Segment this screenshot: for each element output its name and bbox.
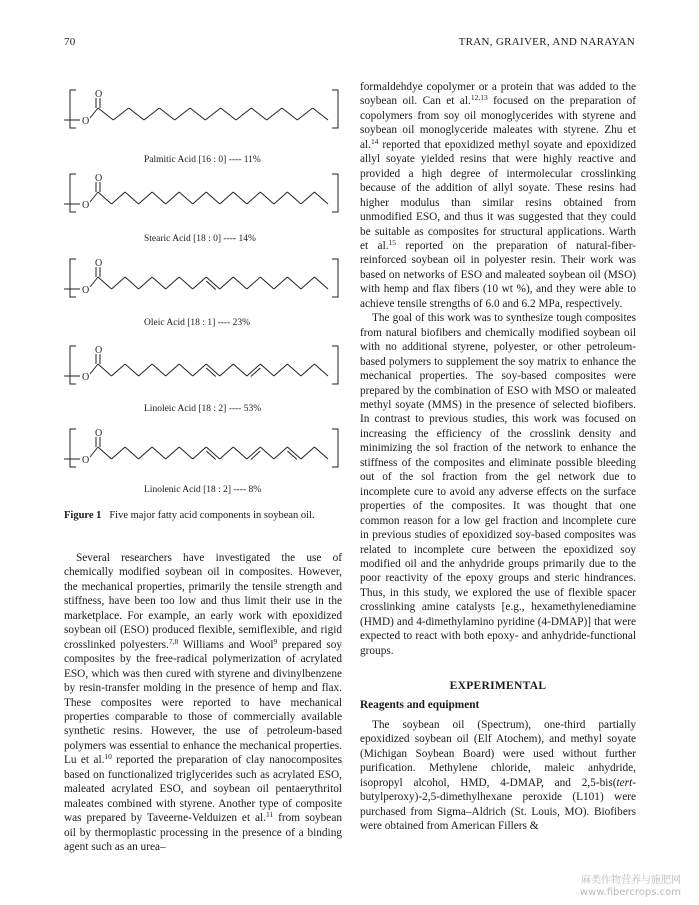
carbon-bond xyxy=(152,192,166,204)
linoleic-label: Linoleic Acid [18 : 2] ---- 53% xyxy=(144,404,262,414)
carbon-bond xyxy=(313,108,328,120)
carbon-bond xyxy=(260,192,274,204)
carbon-bond xyxy=(287,277,301,289)
carbon-bond xyxy=(274,192,288,204)
carbon-bond xyxy=(98,108,113,120)
carbon-bond xyxy=(159,108,174,120)
carbon-bond xyxy=(220,447,234,459)
watermark: 麻类作物营养与施肥网 www.fibercrops.com xyxy=(579,875,681,898)
carbon-bond xyxy=(98,364,112,376)
carbon-bond xyxy=(125,364,139,376)
citation: 15 xyxy=(388,237,397,247)
linolenic-label: Linolenic Acid [18 : 2] ---- 8% xyxy=(144,485,262,495)
linolenic-structure xyxy=(64,423,344,483)
goal-paragraph: The goal of this work was to synthesize tough composites from natural biofibers and chemically modified soybean oil with no additional styrene, polyester, or other petroleum-based polymers to supplement the soy matrix to enhance the mechanical properties. The soy-based composites were prepared by the combination of ESO with MSO or maleated methyl soyate (MMS) in the presence of selected biofibers. In contrast to previous studies, this work was focused on increasing the efficiency of the crosslink density and minimizing the sol fraction of the network to enhance the stiffness of the composites and eliminate possible bleeding out of the sol fraction from the gel network due to incomplete cure to avoid any adverse effects on the surface properties of the composites. It was thought that one common reason for a low gel fraction and incomplete cure in previous studies of epoxidized soy-based composites was related to incomplete cure between the epoxidized soy modified oil and the anhydride groups primarily due to the poor reactivity of the epoxy groups and steric hindrances. Thus, in this study, we explored the use of flexible spacer crosslinking amine catalysts [e.g., hexamethylenediamine (HMD) and 4-dimethylamino pyridine (4-DMAP)] that were expected to react with both epoxy- and anhydride-functional groups. xyxy=(360,312,636,657)
carbon-bond xyxy=(179,447,193,459)
oxygen-atom: O xyxy=(82,116,90,127)
carbon-bond xyxy=(233,447,247,459)
double-bond xyxy=(206,368,215,376)
carbon-bond xyxy=(98,192,112,204)
carbon-bond xyxy=(301,277,315,289)
carbon-bond xyxy=(314,364,328,376)
carbon-bond xyxy=(112,277,126,289)
oxygen-atom: O xyxy=(82,372,90,383)
caption-number: Figure 1 xyxy=(64,510,102,521)
carbon-bond xyxy=(112,364,126,376)
reagents-paragraph: The soybean oil (Spectrum), one-third partially epoxidized soybean oil (Elf Atochem), and methyl soyate (Michigan Soybean Board) were used without further purification. Methylene chloride, maleic anhydride, isopropyl alcohol, HMD, 4-DMAP, and 2,5-bis(tert-butylperoxy)-2,5-dimethylhexane peroxide (L101) were purchased from Sigma–Aldrich (St. Louis, MO). Biofibers were obtained from American Fillers & xyxy=(360,719,636,833)
oxygen-atom: O xyxy=(82,455,90,466)
caption-text: Five major fatty acid components in soybean oil. xyxy=(109,510,315,521)
carbon-bond xyxy=(179,277,193,289)
carbon-bond xyxy=(166,364,180,376)
bracket xyxy=(332,346,338,384)
carbon-bond xyxy=(129,108,144,120)
carbon-bond xyxy=(247,277,261,289)
carbon-bond xyxy=(179,364,193,376)
oxygen-atom: O xyxy=(82,285,90,296)
fatty-acid-linolenic xyxy=(64,423,344,513)
carbon-bond xyxy=(287,364,301,376)
figure-1 xyxy=(64,84,344,524)
carbon-bond xyxy=(233,192,247,204)
carbon-bond xyxy=(193,277,207,289)
carbon-bond xyxy=(274,447,288,459)
carbon-bond xyxy=(190,108,205,120)
carbon-bond xyxy=(166,192,180,204)
carbon-bond xyxy=(260,364,274,376)
fatty-acid-oleic xyxy=(64,253,344,343)
fatty-acid-palmitic xyxy=(64,84,344,174)
carbon-bond xyxy=(125,192,139,204)
double-bond xyxy=(206,281,215,289)
carbon-bond xyxy=(113,108,128,120)
stearic-label: Stearic Acid [18 : 0] ---- 14% xyxy=(144,234,256,244)
carbon-bond xyxy=(251,108,266,120)
linoleic-structure xyxy=(64,340,344,400)
carbon-bond xyxy=(301,364,315,376)
carbon-bond xyxy=(233,277,247,289)
carbon-bond xyxy=(301,192,315,204)
bracket xyxy=(332,174,338,212)
carbon-bond xyxy=(220,192,234,204)
carbon-bond xyxy=(274,364,288,376)
carbon-bond xyxy=(152,447,166,459)
bracket xyxy=(70,346,76,384)
running-header: TRAN, GRAIVER, AND NARAYAN xyxy=(458,36,635,48)
citation: 9 xyxy=(273,636,278,646)
carbon-bond xyxy=(282,108,297,120)
oxygen-atom: O xyxy=(95,345,103,356)
double-bond xyxy=(251,368,260,376)
right-column xyxy=(360,80,636,834)
stearic-structure xyxy=(64,168,344,228)
carbon-bond xyxy=(166,277,180,289)
carbon-bond xyxy=(98,447,112,459)
oxygen-atom: O xyxy=(95,173,103,184)
subsection-title: Reagents and equipment xyxy=(360,698,480,711)
fatty-acid-linoleic xyxy=(64,340,344,430)
carbon-bond xyxy=(139,277,153,289)
double-bond xyxy=(287,451,296,459)
citation: 14 xyxy=(370,136,379,146)
carbon-bond xyxy=(221,108,236,120)
citation: 10 xyxy=(104,752,112,762)
bracket xyxy=(70,429,76,467)
carbon-bond xyxy=(220,277,234,289)
carbon-bond xyxy=(206,192,220,204)
oleic-structure xyxy=(64,253,344,313)
carbon-bond xyxy=(166,447,180,459)
palmitic-label: Palmitic Acid [16 : 0] ---- 11% xyxy=(144,155,261,165)
carbon-bond xyxy=(274,277,288,289)
carbon-bond xyxy=(314,192,328,204)
carbon-bond xyxy=(260,277,274,289)
carbon-bond xyxy=(98,277,112,289)
carbon-bond xyxy=(139,192,153,204)
carbon-bond xyxy=(260,447,274,459)
bracket xyxy=(332,259,338,297)
carbon-bond xyxy=(301,447,315,459)
carbon-bond xyxy=(193,192,207,204)
citation: 12,13 xyxy=(470,93,488,103)
bracket xyxy=(332,429,338,467)
oxygen-atom: O xyxy=(82,200,90,211)
fatty-acid-stearic xyxy=(64,168,344,258)
carbon-bond xyxy=(220,364,234,376)
carbon-bond xyxy=(297,108,312,120)
figure-caption xyxy=(64,510,315,521)
carbon-bond xyxy=(112,192,126,204)
carbon-bond xyxy=(287,192,301,204)
section-title: EXPERIMENTAL xyxy=(449,680,547,693)
oxygen-atom: O xyxy=(95,258,103,269)
bracket xyxy=(332,90,338,128)
carbon-bond xyxy=(144,108,159,120)
palmitic-structure xyxy=(64,84,344,144)
oxygen-atom: O xyxy=(95,89,103,100)
intro-paragraph: Several researchers have investigated the use of chemically modified soybean oil in composites. However, the mechanical properties, primarily the tensile strength and stiffness, have been too low and thus limit their use in the marketplace. For example, an early work with epoxidized soybean oil (ESO) produced flexible, semiflexible, and rigid crosslinked polyesters.$^{7,8}$ Williams and Wool$^9$ prepared soy composites by the free-radical polymerization of acrylated ESO, which was then cured with styrene and divinylbenzene by resin-transfer molding in the presence of hemp and flax. These composites were reported to have mechanical properties comparable to those of commercially available synthetic resins. However, the use of petroleum-based polymers was essential to enhance the mechanical properties. Lu et al.$^{10}$ reported the preparation of clay nanocomposites based on functionalized triglycerides such as acrylated ESO, maleated acrylated ESO, and soybean oil pentaerythritol maleates combined with styrene. Another type of composite was prepared by Taveerne-Velduizen et al.$^{11}$ from soybean oil by thermoplastic processing in the presence of a binding agent such as an urea– xyxy=(64,552,343,854)
continued-paragraph: formaldehdye copolymer or a protein that was added to the soybean oil. Can et al.$^{12,13}$ focused on the preparation of copolymers from soy oil monoglycerides with styrene and soybean oil monoglyceride maleates with styrene. Zhu et al.$^{14}$ reported that epoxidized methyl soyate and epoxidized allyl soyate yielded resins that were highly reactive and provided a high degree of intermolecular crosslinking because of the addition of allyl soyate. These resins had higher modulus than similar resins obtained from unmodified ESO, and thus it was suggested that they could be suitable as composites for structural applications. Warth et al.$^{15}$ reported on the preparation of natural-fiber-reinforced soybean oil in polyester resin. Their work was based on networks of ESO and maleated soybean oil (MSO) with hemp and flax fibers (10 wt %), and they were able to achieve tensile strengths of 6.0 and 6.2 MPa, respectively. xyxy=(360,81,636,310)
carbon-bond xyxy=(152,277,166,289)
bracket xyxy=(70,259,76,297)
carbon-bond xyxy=(139,447,153,459)
carbon-bond xyxy=(125,447,139,459)
bracket xyxy=(70,90,76,128)
citation: 11 xyxy=(265,810,274,820)
carbon-bond xyxy=(205,108,220,120)
carbon-bond xyxy=(139,364,153,376)
double-bond xyxy=(206,451,215,459)
carbon-bond xyxy=(236,108,251,120)
oleic-label: Oleic Acid [18 : 1] ---- 23% xyxy=(144,318,251,328)
carbon-bond xyxy=(314,447,328,459)
citation: 7,8 xyxy=(168,636,179,646)
carbon-bond xyxy=(179,192,193,204)
carbon-bond xyxy=(267,108,282,120)
carbon-bond xyxy=(233,364,247,376)
carbon-bond xyxy=(112,447,126,459)
double-bond xyxy=(251,451,260,459)
carbon-bond xyxy=(193,364,207,376)
oxygen-atom: O xyxy=(95,428,103,439)
carbon-bond xyxy=(175,108,190,120)
carbon-bond xyxy=(125,277,139,289)
carbon-bond xyxy=(152,364,166,376)
bracket xyxy=(70,174,76,212)
left-column xyxy=(64,551,342,855)
carbon-bond xyxy=(314,277,328,289)
carbon-bond xyxy=(193,447,207,459)
page-number: 70 xyxy=(64,36,76,48)
carbon-bond xyxy=(247,192,261,204)
